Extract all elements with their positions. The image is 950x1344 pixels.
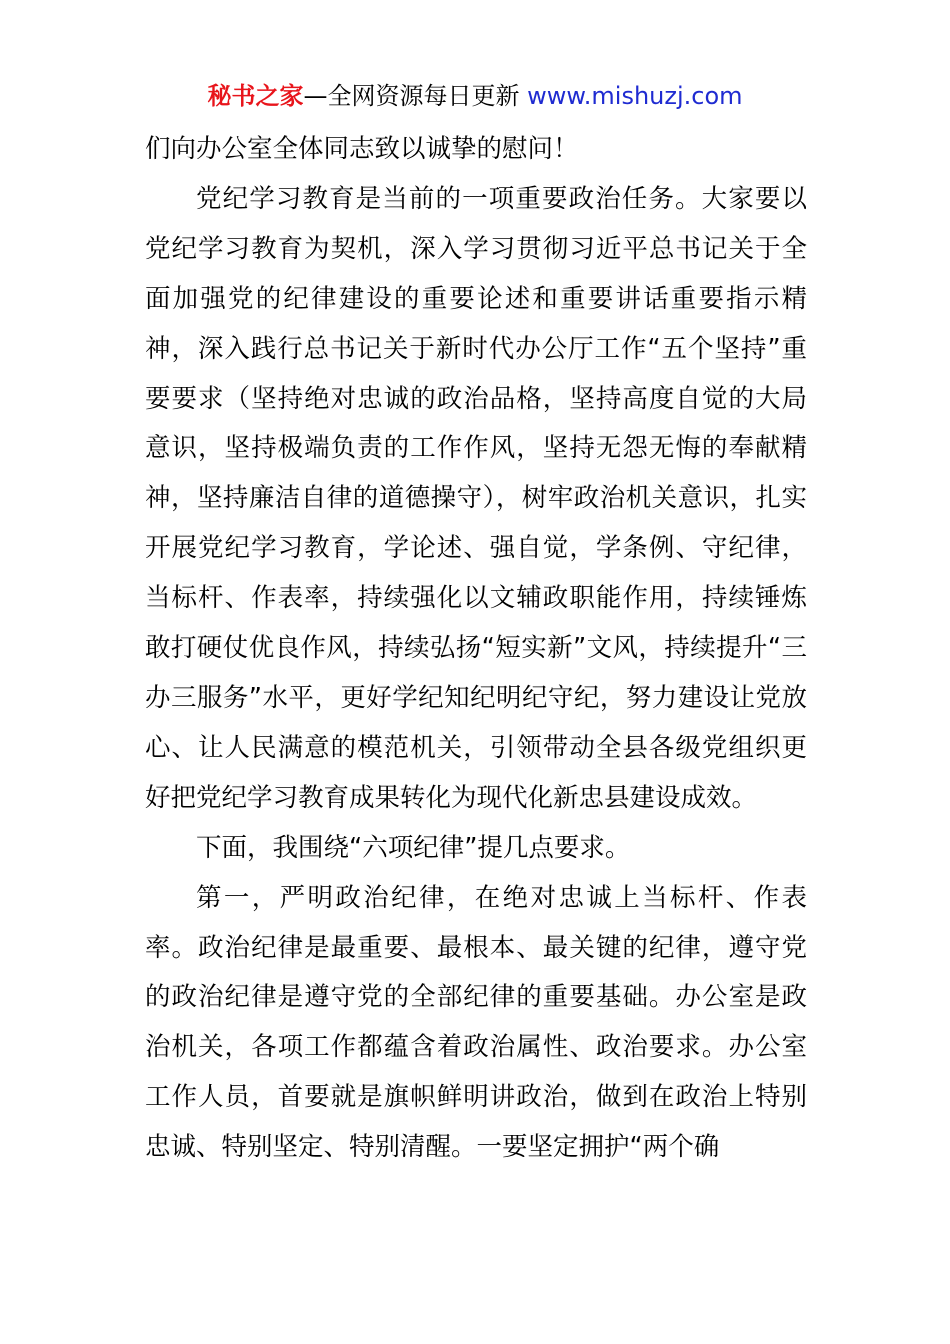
site-slogan: —全网资源每日更新	[303, 82, 528, 110]
paragraph-political-discipline: 第一，严明政治纪律，在绝对忠诚上当标杆、作表率。政治纪律是最重要、最根本、最关键的纪律，遵守党的政治纪律是遵守党的全部纪律的重要基础。办公室是政治机关，各项工作都蕴含着政治属性、政治要求。办公室工作人员，首要就是旗帜鲜明讲政治，做到在政治上特别忠诚、特别坚定、特别清醒。一要坚定拥护“两个确	[145, 882, 807, 1163]
paragraph-party-discipline: 党纪学习教育是当前的一项重要政治任务。大家要以党纪学习教育为契机，深入学习贯彻习近平总书记关于全面加强党的纪律建设的重要论述和重要讲话重要指示精神，深入践行总书记关于新时代办公厅工作“五个坚持”重要要求（坚持绝对忠诚的政治品格，坚持高度自觉的大局意识，坚持极端负责的工作作风，坚持无怨无悔的奉献精神，坚持廉洁自律的道德操守），树牢政治机关意识，扎实开展党纪学习教育，学论述、强自觉，学条例、守纪律，当标杆、作表率，持续强化以文辅政职能作用，持续锤炼敢打硬仗优良作风，持续弘扬“短实新”文风，持续提升“三办三服务”水平，更好学纪知纪明纪守纪，努力建设让党放心、让人民满意的模范机关，引领带动全县各级党组织更好把党纪学习教育成果转化为现代化新忠县建设成效。	[145, 183, 807, 813]
paragraph-six-disciplines: 下面，我围绕“六项纪律”提几点要求。	[196, 832, 631, 863]
site-brand: 秘书之家	[207, 82, 304, 110]
document-body	[145, 125, 807, 1173]
site-header	[0, 80, 950, 112]
site-url-link[interactable]: www.mishuzj.com	[527, 82, 743, 110]
paragraph-continuation: 们向办公室全体同志致以诚挚的慰问！	[145, 134, 579, 164]
